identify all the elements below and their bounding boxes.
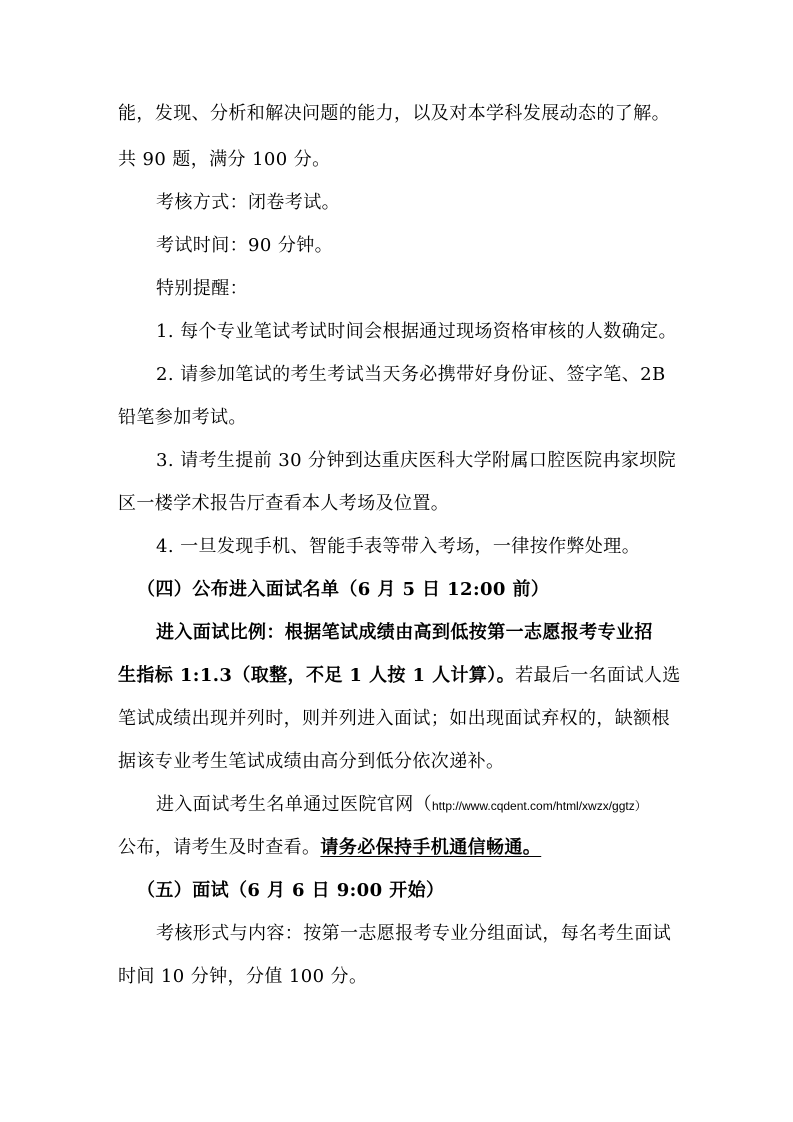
paragraph-line: 据该专业考生笔试成绩由高分到低分依次递补。 <box>118 751 505 772</box>
paragraph-line <box>118 837 541 859</box>
reminder-item: 2. 请参加笔试的考生考试当天务必携带好身份证、签字笔、2B <box>156 364 666 385</box>
exam-duration: 考试时间：90 分钟。 <box>156 235 334 256</box>
section-heading: （五）面试（6 月 6 日 9:00 开始） <box>137 880 445 901</box>
paragraph-line <box>118 665 681 687</box>
paragraph-line: 考核形式与内容：按第一志愿报考专业分组面试，每名考生面试 <box>156 923 672 944</box>
keep-phone-reachable-notice: 请务必保持手机通信畅通。 <box>320 837 542 858</box>
exam-method: 考核方式：闭卷考试。 <box>156 192 340 213</box>
paragraph-text: 进入面试考生名单通过医院官网（ <box>156 794 432 815</box>
interview-ratio-bold: 生指标 1:1.3（取整，不足 1 人按 1 人计算）。 <box>118 665 516 686</box>
paragraph-line: 时间 10 分钟，分值 100 分。 <box>118 966 368 987</box>
paragraph-line: 笔试成绩出现并列时，则并列进入面试；如出现面试弃权的，缺额根 <box>118 708 670 729</box>
hospital-website-link[interactable]: http://www.cqdent.com/html/xwzx/ggtz） <box>432 799 647 813</box>
interview-ratio-bold: 进入面试比例：根据笔试成绩由高到低按第一志愿报考专业招 <box>156 622 653 643</box>
paragraph-line: 共 90 题，满分 100 分。 <box>118 149 331 170</box>
reminder-item: 3. 请考生提前 30 分钟到达重庆医科大学附属口腔医院冉家坝院 <box>156 450 677 471</box>
section-heading: （四）公布进入面试名单（6 月 5 日 12:00 前） <box>137 579 550 600</box>
reminder-item: 1. 每个专业笔试考试时间会根据通过现场资格审核的人数确定。 <box>156 321 677 342</box>
paragraph-text: 若最后一名面试人选 <box>515 665 681 686</box>
reminder-item-continuation: 区一楼学术报告厅查看本人考场及位置。 <box>118 493 450 514</box>
paragraph-text: 公布，请考生及时查看。 <box>118 837 321 858</box>
reminder-item: 4. 一旦发现手机、智能手表等带入考场，一律按作弊处理。 <box>156 536 641 557</box>
paragraph-line: 能，发现、分析和解决问题的能力，以及对本学科发展动态的了解。 <box>118 103 670 124</box>
special-reminder-heading: 特别提醒： <box>156 278 248 299</box>
paragraph-line <box>156 794 647 817</box>
reminder-item-continuation: 铅笔参加考试。 <box>118 407 247 428</box>
